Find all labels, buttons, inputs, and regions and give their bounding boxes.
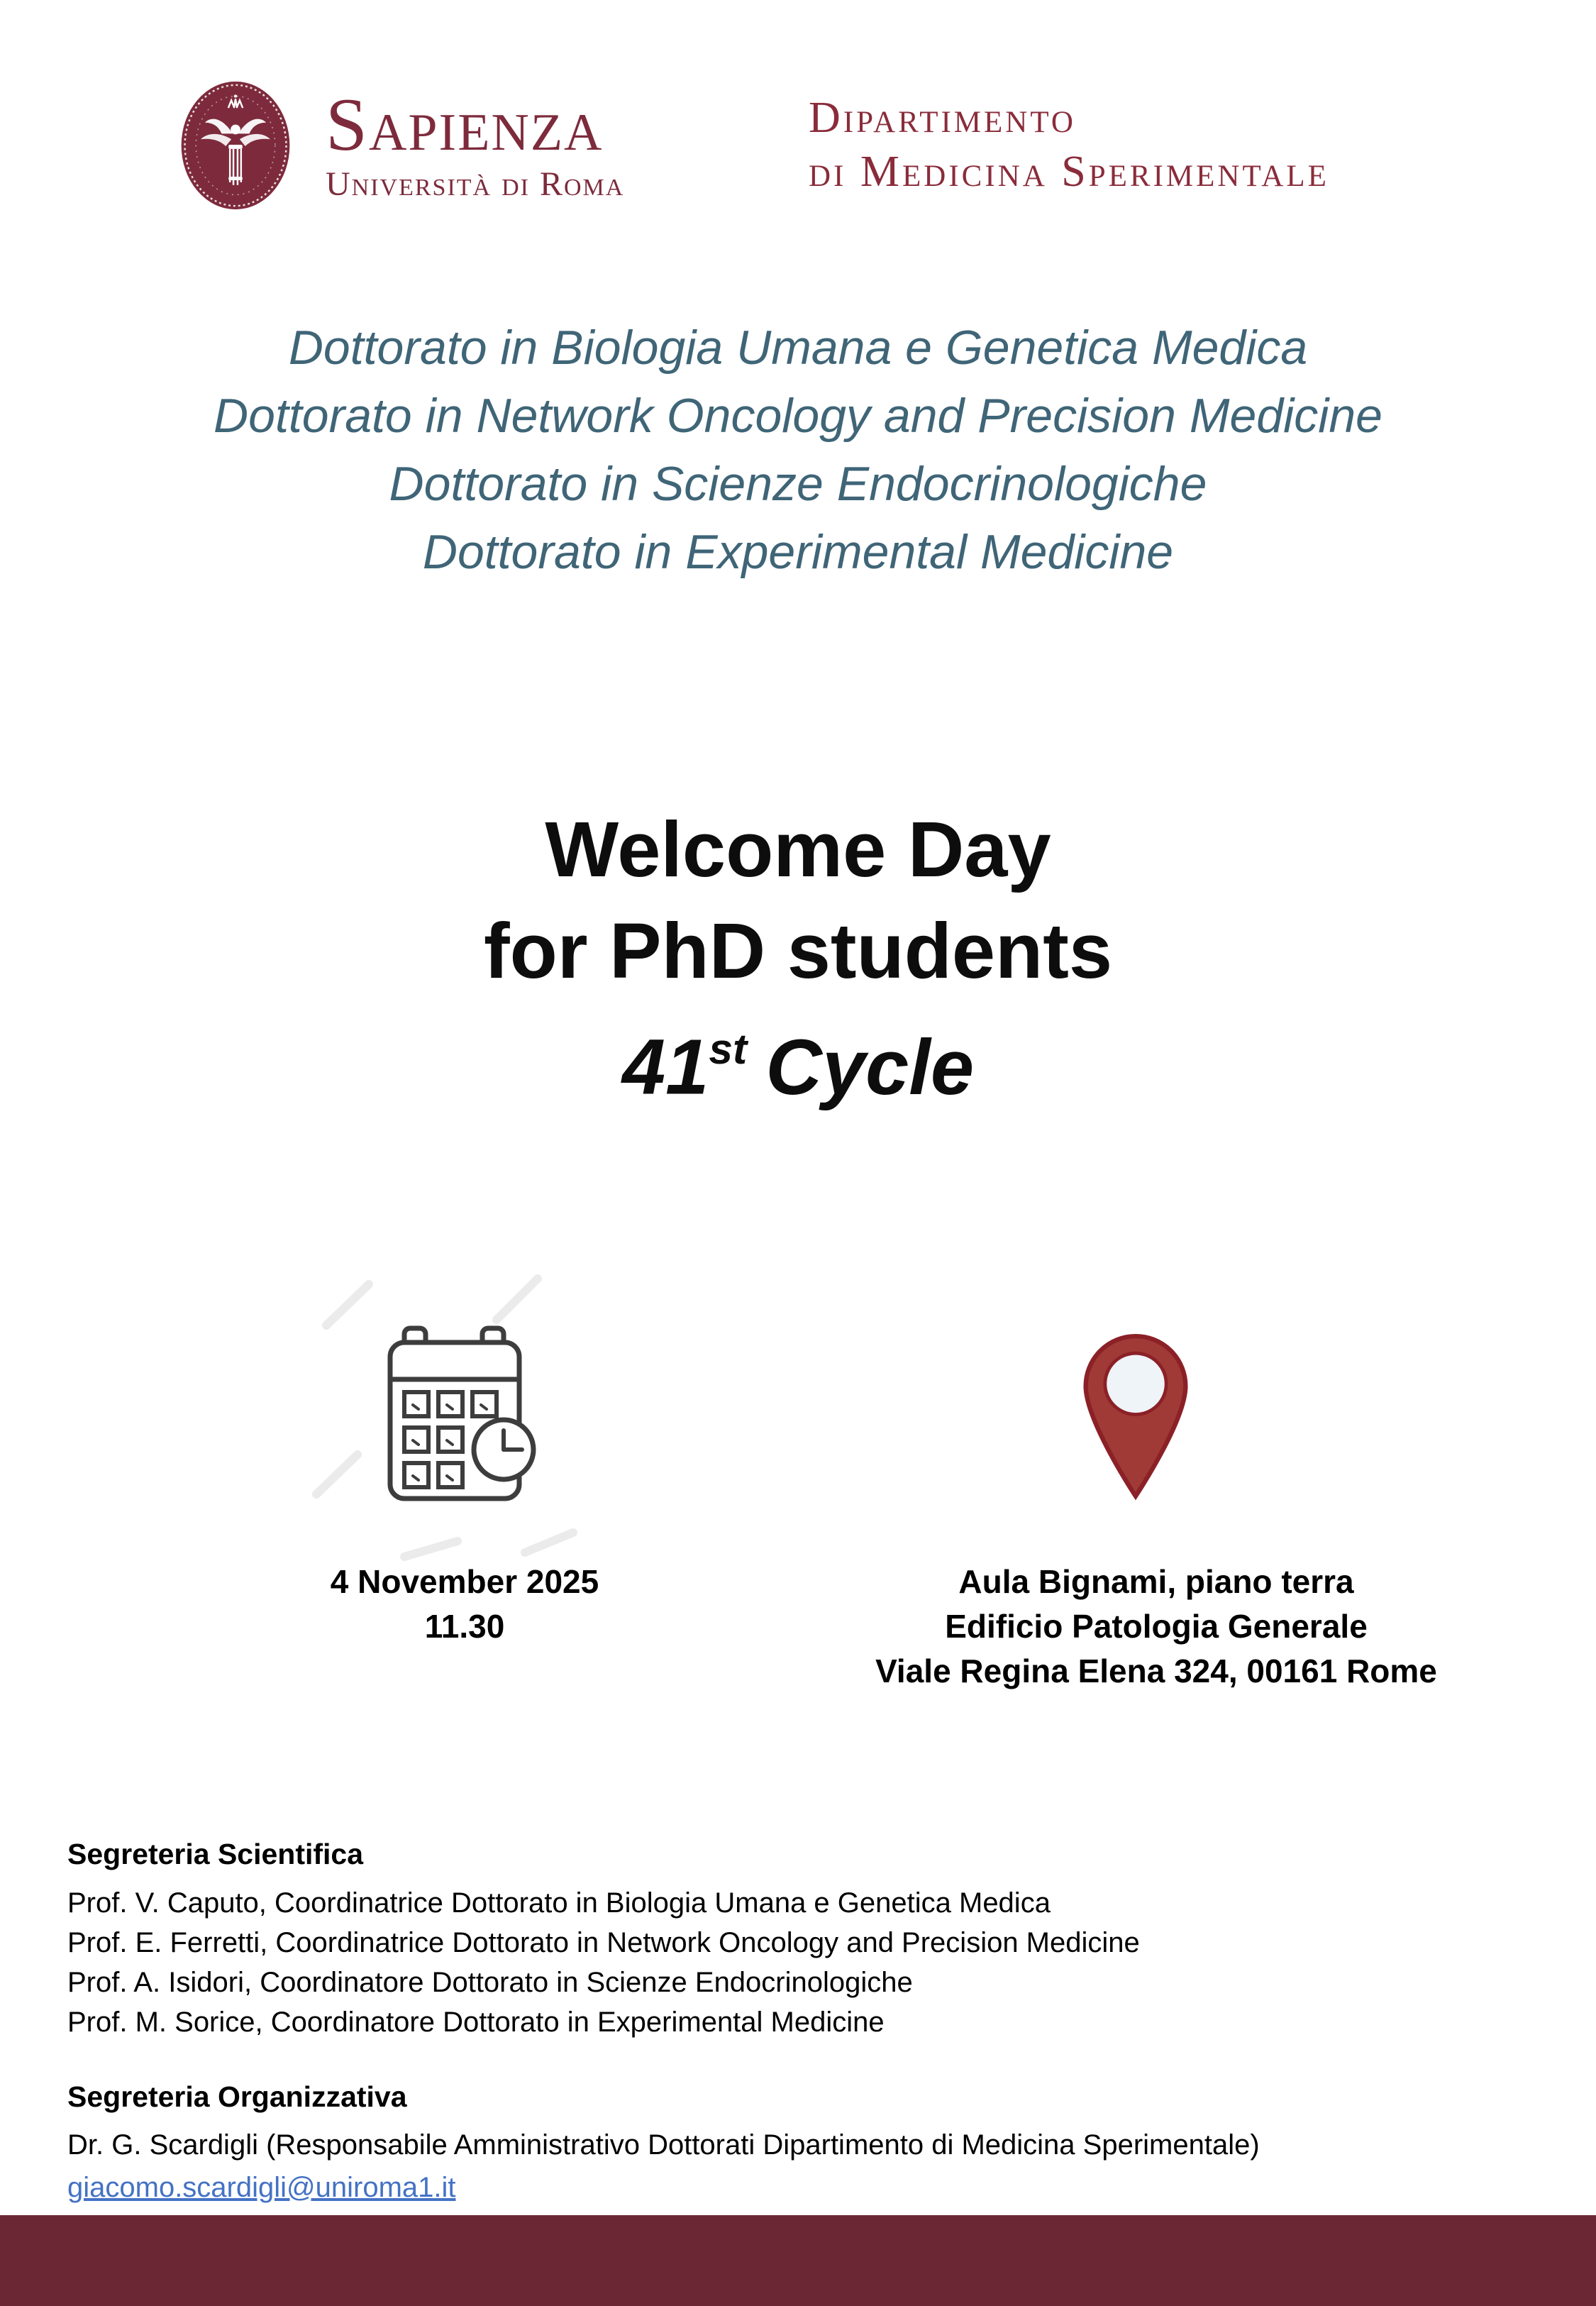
department-name <box>809 91 1329 199</box>
event-date: 4 November 2025 <box>330 1563 599 1600</box>
event-date-block <box>234 1560 695 1649</box>
organizing-secretariat <box>67 2079 1260 2207</box>
program-line: Dottorato in Network Oncology and Precision Medicine <box>214 389 1382 443</box>
secretariat-member: Prof. E. Ferretti, Coordinatrice Dottorato in Network Oncology and Precision Medicine <box>67 1927 1140 1958</box>
title-line2: for PhD students <box>483 907 1113 995</box>
scientific-secretariat-heading: Segreteria Scientifica <box>67 1838 364 1870</box>
organizing-responsible: Dr. G. Scardigli (Responsabile Amministrativo Dottorati Dipartimento di Medicina Sperimentale) <box>67 2129 1260 2161</box>
location-building: Edificio Patologia Generale <box>945 1608 1368 1645</box>
sapienza-logo <box>179 79 624 211</box>
department-line1: Dipartimento <box>809 94 1076 142</box>
department-line2: di Medicina Sperimentale <box>809 148 1329 196</box>
cycle-word: Cycle <box>765 1023 975 1111</box>
page-title <box>0 799 1596 1118</box>
location-address: Viale Regina Elena 324, 00161 Rome <box>875 1653 1437 1689</box>
email-link[interactable]: giacomo.scardigli@uniroma1.it <box>67 2172 456 2203</box>
title-line1: Welcome Day <box>545 806 1051 893</box>
calendar-clock-icon <box>298 1263 638 1575</box>
program-line: Dottorato in Biologia Umana e Genetica Medica <box>288 321 1308 375</box>
secretariat-member: Prof. V. Caputo, Coordinatrice Dottorato in Biologia Umana e Genetica Medica <box>67 1887 1051 1919</box>
sapienza-wordmark-block <box>326 79 624 203</box>
secretariat-member: Prof. A. Isidori, Coordinatore Dottorato in Scienze Endocrinologiche <box>67 1967 913 1998</box>
location-pin-icon <box>1079 1334 1192 1501</box>
program-line: Dottorato in Experimental Medicine <box>422 525 1174 579</box>
sapienza-wordmark: Sapienza <box>326 83 604 166</box>
location-room: Aula Bignami, piano terra <box>958 1563 1354 1600</box>
cycle-ordinal-suffix: st <box>709 1025 748 1074</box>
footer-bar <box>0 2215 1596 2306</box>
organizing-secretariat-heading: Segreteria Organizzativa <box>67 2080 407 2113</box>
program-line: Dottorato in Scienze Endocrinologiche <box>389 457 1207 511</box>
scientific-secretariat <box>67 1836 1140 2042</box>
secretariat-member: Prof. M. Sorice, Coordinatore Dottorato in Experimental Medicine <box>67 2007 885 2038</box>
event-time: 11.30 <box>424 1608 505 1645</box>
sapienza-seal-icon <box>179 79 292 211</box>
sapienza-tagline: Università di Roma <box>326 165 625 203</box>
programs-list <box>0 314 1596 586</box>
cycle-number: 41 <box>621 1023 709 1111</box>
event-location-block <box>844 1560 1468 1694</box>
title-line3 <box>0 1002 1596 1118</box>
